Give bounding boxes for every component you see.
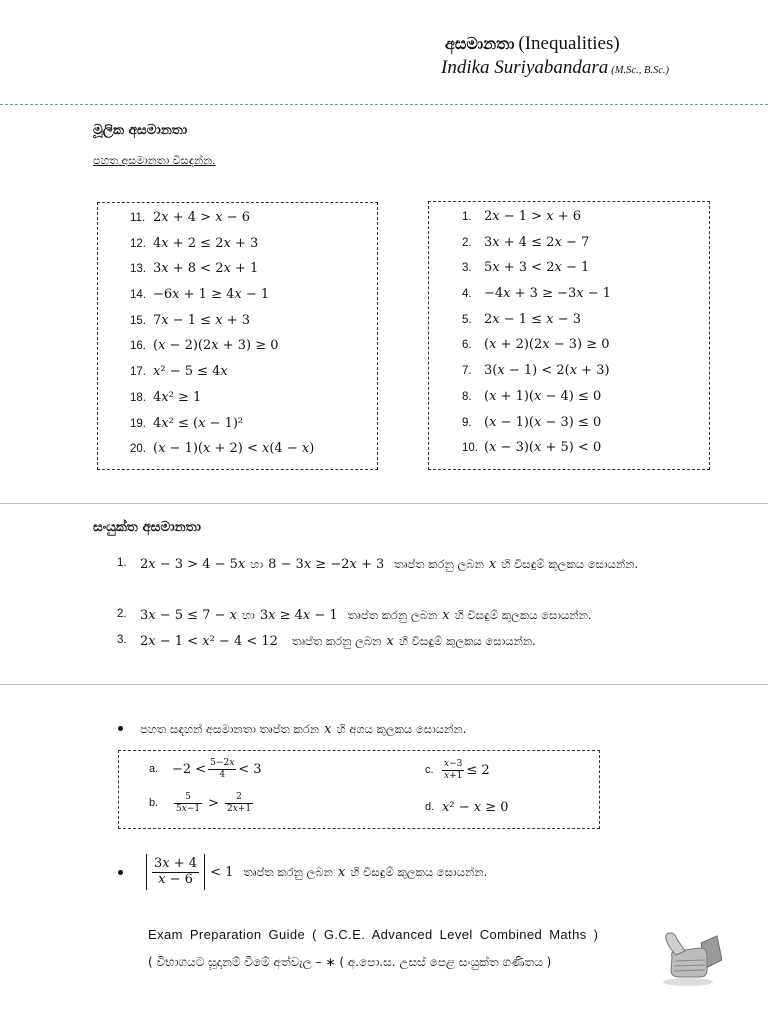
header-divider [0, 104, 768, 105]
question-expression: 3x + 8 < 2x + 1 [153, 261, 259, 277]
question-expression: (x − 2)(2x + 3) ≥ 0 [153, 338, 279, 354]
list-item [429, 228, 709, 254]
list-item [98, 280, 377, 306]
question-list [98, 203, 377, 460]
question-expression: 2x − 3 > 4 − 5x [140, 557, 246, 572]
question-number: 1. [462, 211, 472, 223]
expression-suffix: ≤ 2 [466, 762, 490, 778]
fraction-denominator: 2x+1 [227, 803, 252, 814]
question-expression: 4x² ≤ (x − 1)² [153, 415, 244, 431]
list-item [429, 356, 709, 382]
part-label: d. [425, 801, 435, 813]
part-label: a. [149, 763, 159, 775]
author-credentials: (M.Sc., B.Sc.) [611, 65, 670, 76]
part-b [149, 790, 255, 816]
fraction [442, 759, 464, 781]
list-item [429, 433, 709, 459]
question-expression: 3x ≥ 4x − 1 [259, 608, 338, 623]
question-expression: −6x + 1 ≥ 4x − 1 [153, 287, 270, 303]
question-tail: තෘප්ත කරනු ලබන [291, 634, 382, 648]
bullet-icon [118, 726, 123, 731]
question-tail: තෘප්ත කරනු ලබන [243, 864, 333, 879]
list-item [429, 279, 709, 305]
title-sinhala: අසමානතා [445, 34, 515, 53]
list-item [429, 202, 709, 228]
question-expression: 5x + 3 < 2x − 1 [484, 260, 590, 276]
question-expression: −4x + 3 ≥ −3x − 1 [484, 286, 612, 302]
list-item [429, 382, 709, 408]
variable: x [324, 722, 332, 737]
list-item [98, 383, 377, 409]
expression-suffix: < 1 [210, 864, 234, 880]
question-expression: 4x + 2 ≤ 2x + 3 [153, 235, 259, 251]
question-expression: (x − 3)(x + 5) < 0 [484, 440, 602, 456]
question-number: 19. [130, 417, 146, 430]
section-heading-compound: සංයුක්ත අසමානතා [93, 519, 202, 535]
question-text [140, 550, 670, 578]
part-label: c. [425, 764, 434, 776]
question-number: 6. [462, 339, 472, 352]
author-line [441, 57, 669, 79]
absolute-value [146, 854, 205, 890]
absolute-value-question [146, 854, 487, 890]
section-instruction-fractions [140, 719, 466, 739]
question-expression: 8 − 3x ≥ −2x + 3 [268, 557, 385, 572]
question-tail: හි විසඳුම් කුලකය සොයන්න. [454, 608, 592, 622]
title-english: (Inequalities) [518, 33, 620, 54]
list-item [98, 254, 377, 280]
fraction-denominator: 5x−1 [176, 803, 201, 814]
question-number: 3. [462, 262, 472, 275]
question-number: 2. [462, 236, 472, 249]
question-expression: 2x + 4 > x − 6 [153, 210, 250, 225]
question-number: 4. [462, 288, 472, 301]
conjunction: හා [250, 557, 264, 571]
fraction-numerator: 3x + 4 [154, 855, 198, 871]
variable: x [337, 864, 346, 880]
list-item [429, 253, 709, 279]
question-number: 3. [117, 634, 127, 646]
question-number: 20. [130, 443, 146, 456]
question-number: 16. [130, 340, 146, 353]
compound-question-3 [117, 627, 536, 655]
fraction [174, 792, 202, 814]
question-number: 2. [117, 608, 127, 620]
question-number: 8. [462, 390, 472, 403]
question-expression: 4x² ≥ 1 [153, 389, 202, 405]
list-item [98, 357, 377, 383]
section-divider [0, 684, 768, 685]
part-a [149, 756, 262, 782]
question-list [429, 202, 709, 459]
question-expression: 3x + 4 ≤ 2x − 7 [484, 234, 590, 250]
part-c [425, 757, 490, 783]
question-number: 1. [117, 557, 127, 569]
conjunction: හා [241, 608, 255, 622]
question-expression: 2x − 1 ≤ x − 3 [484, 311, 581, 327]
part-d [425, 794, 509, 820]
section-heading-basic: මූලික අසමානතා [93, 122, 188, 138]
question-expression: 2x − 1 > x + 6 [484, 209, 581, 224]
compound-question-2 [117, 601, 592, 629]
question-tail: තෘප්ත කරනු ලබන [394, 557, 484, 571]
list-item [98, 331, 377, 357]
question-number: 18. [130, 391, 146, 404]
question-expression: 3x − 5 ≤ 7 − x [140, 608, 237, 623]
operator: > [208, 795, 219, 811]
question-number: 9. [462, 416, 472, 429]
footer-subtitle: ( විභාගයට සූදානම් වීමේ අත්වැල – ∗ ( අ.පො.ස. උසස් පෙළ සංයුක්ත ගණිතය ) [148, 955, 552, 969]
question-number: 5. [462, 313, 472, 326]
fraction-numerator: 5−2x [210, 758, 235, 769]
question-tail: තෘප්ත කරනු ලබන [347, 608, 438, 622]
expression-prefix: −2 < [172, 761, 207, 777]
list-item [98, 229, 377, 255]
questions-box-right [428, 201, 710, 470]
expression-suffix: < 3 [238, 761, 262, 777]
section-instruction-basic: පහත අසමානතා විසඳන්න. [93, 154, 216, 167]
fraction-denominator: x − 6 [158, 871, 193, 887]
question-number: 10. [462, 442, 478, 455]
expression: x² − x ≥ 0 [442, 799, 509, 815]
instruction-text: හි අගය කුලකය සොයන්න. [336, 722, 467, 736]
question-expression: (x − 1)(x + 2) < x(4 − x) [153, 441, 315, 457]
fraction-questions-box [118, 750, 600, 829]
fraction [152, 857, 199, 888]
part-label: b. [149, 797, 159, 809]
fraction-numerator: 5 [174, 792, 202, 803]
fraction [225, 792, 253, 814]
variable: x [488, 557, 497, 572]
list-item [429, 330, 709, 356]
question-text [140, 601, 592, 629]
fraction-denominator: x+1 [444, 770, 463, 781]
list-item [98, 306, 377, 332]
fraction-numerator: x−3 [444, 759, 463, 770]
question-number: 13. [130, 263, 146, 276]
question-expression: 2x − 1 < x² − 4 < 12 [140, 634, 278, 649]
instruction-text: පහත සඳහන් අසමානතා තෘප්ත කරන [140, 722, 320, 736]
bullet-icon [118, 870, 123, 875]
question-expression: 7x − 1 ≤ x + 3 [153, 312, 250, 328]
list-item [429, 305, 709, 331]
question-tail: හි විසඳුම් කුලකය සොයන්න. [398, 634, 536, 648]
questions-box-left [97, 202, 378, 470]
question-number: 15. [130, 314, 146, 327]
question-number: 14. [130, 289, 146, 302]
page-title [445, 33, 620, 55]
list-item [98, 203, 377, 229]
question-tail: හි විසඳුම් කුලකය සොයන්න. [501, 557, 639, 571]
question-expression: (x + 2)(2x − 3) ≥ 0 [484, 337, 610, 353]
question-number: 17. [130, 366, 146, 379]
footer-title: Exam Preparation Guide ( G.C.E. Advanced Level Combined Maths ) [148, 927, 599, 942]
question-number: 7. [462, 365, 472, 378]
list-item [98, 434, 377, 460]
question-number: 11. [130, 212, 146, 224]
variable: x [442, 608, 450, 623]
thumbs-up-icon [656, 930, 722, 988]
section-divider [0, 503, 768, 504]
question-expression: 3(x − 1) < 2(x + 3) [484, 363, 610, 379]
list-item [98, 409, 377, 435]
question-number: 12. [130, 237, 146, 250]
question-text [140, 627, 536, 655]
variable: x [386, 634, 394, 649]
question-expression: (x − 1)(x − 3) ≤ 0 [484, 414, 602, 430]
fraction-denominator: 4 [219, 769, 226, 780]
fraction-numerator: 2 [225, 792, 253, 803]
author-name: Indika Suriyabandara [441, 57, 609, 78]
list-item [429, 408, 709, 434]
question-expression: (x + 1)(x − 4) ≤ 0 [484, 388, 602, 404]
compound-question-1 [117, 550, 670, 578]
question-tail: හි විසඳුම් කුලකය සොයන්න. [350, 864, 488, 879]
question-expression: x² − 5 ≤ 4x [153, 364, 228, 380]
fraction [208, 758, 236, 780]
